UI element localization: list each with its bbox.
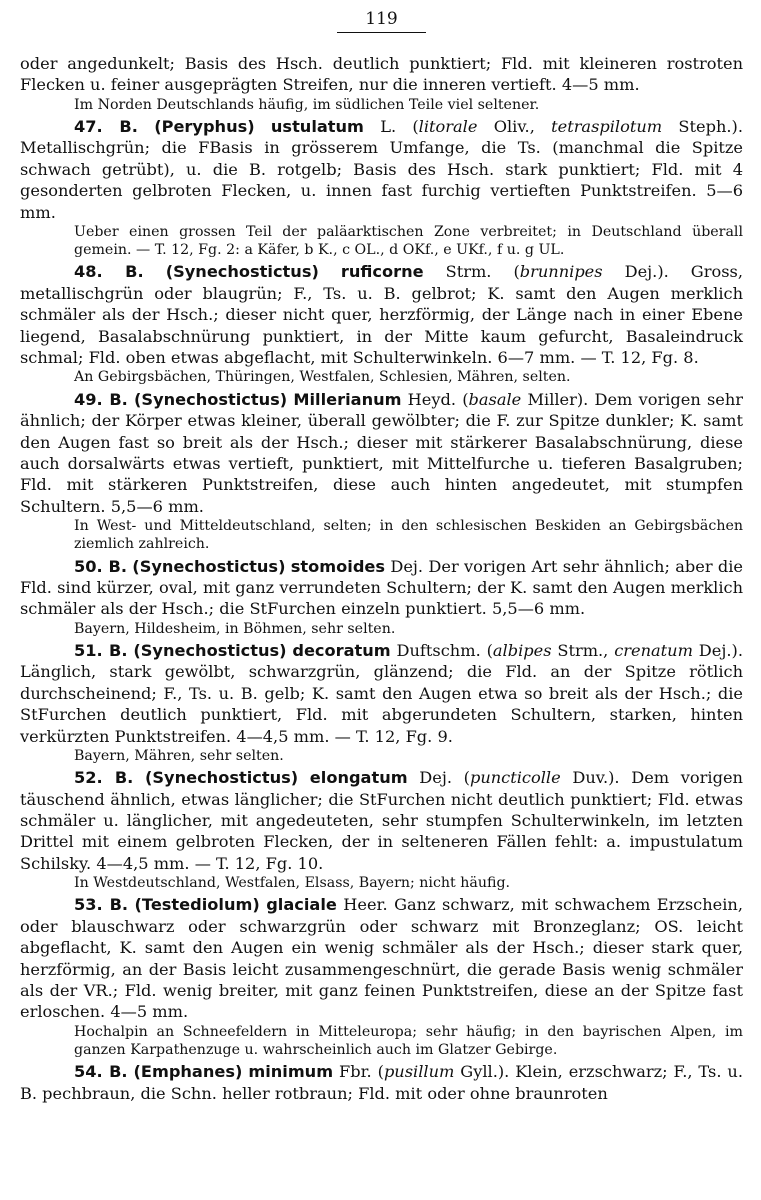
- entry: [20, 261, 743, 368]
- entry-note: An Gebirgsbächen, Thüringen, Westfalen, Schlesien, Mähren, selten.: [74, 369, 571, 386]
- entry-number: 54. B.: [74, 1062, 128, 1082]
- entry-author: Heyd. (: [401, 389, 469, 409]
- entry: [20, 767, 743, 874]
- entry-description: Dej.). Länglich, stark gewölbt, schwarzgrün, glänzend; die Fld. an der Spitze rötlich durchscheinend; F., Ts. u. B. gelb; K. samt den Augen etwa so breit als der Hsch.; die StFurchen deutlich punktiert, Fld. mit abgerundeten Schultern, starken, hinten verkürzten Punktstreifen. 4—4,5 mm. — T. 12, Fg. 9.: [20, 640, 743, 746]
- entry-synonym: puncticolle: [469, 768, 561, 788]
- entry-note: Ueber einen grossen Teil der paläarktischen Zone verbreitet; in Deutschland überall gemein. — T. 12, Fg. 2: a Käfer, b K., c OL., d OKf., e UKf., f u. g UL.: [74, 224, 743, 259]
- entry-number: 50. B.: [74, 556, 127, 576]
- entry-synonym-author: Oliv.,: [477, 117, 552, 137]
- entry-number: 53. B.: [74, 895, 129, 915]
- entry-author: Dej.: [385, 556, 424, 576]
- entry-subgenus: (Synechostictus): [133, 640, 287, 660]
- entry-species: elongatum: [309, 768, 408, 788]
- entry-synonym: pusillum: [383, 1062, 455, 1082]
- entry: [20, 894, 743, 1022]
- entry-species: glaciale: [266, 895, 337, 915]
- entry-species: stomoides: [290, 556, 386, 576]
- entry-number: 52. B.: [74, 768, 134, 788]
- entry-description: Miller). Dem vorigen sehr ähnlich; der Körper etwas kleiner, überall gewölbter; die F. zur Spitze dunkler; K. samt den Augen fast so breit als der Hsch.; dieser mit stärkerer Basalabschnürung, diese auch dorsalwärts etwas vertieft, punktiert, mit Mittelfurche u. tieferen Basalgruben; Fld. mit stärkeren Punktstreifen, diese auch hinten angedeutet, mit stumpfen Schultern. 5,5—6 mm.: [20, 389, 743, 516]
- entry-synonym: litorale: [418, 117, 478, 137]
- entry-description: Steph.). Metallischgrün; die FBasis in grösserem Umfange, die Ts. (manchmal die Spitze schwach getrübt), u. die B. rotgelb; Basis des Hsch. stark punktiert; Fld. mit 4 gesonderten gelbroten Flecken, u. innen fast furchig vertieften Punktstreifen. 5—6 mm.: [20, 117, 743, 222]
- entry-synonym: albipes: [492, 640, 552, 660]
- entry-subgenus: (Synechostictus): [165, 262, 319, 282]
- entry-author: Duftschm. (: [390, 640, 493, 660]
- entry: [20, 640, 743, 747]
- entry-species: ruficorne: [340, 262, 424, 282]
- page-number: 119: [20, 8, 743, 33]
- entry-description: Der vorigen Art sehr ähnlich; aber die Fld. sind kürzer, oval, mit ganz verrundeten Schultern; der K. samt den Augen merklich schmäler als der Hsch.; die StFurchen einzeln punktiert. 5,5—6 mm.: [20, 556, 743, 619]
- entry-author: Dej. (: [407, 768, 470, 788]
- entry-synonym: crenatum: [614, 640, 693, 660]
- entry-number: 48. B.: [74, 262, 144, 282]
- entry-author: Fbr. (: [333, 1062, 384, 1082]
- entry-species: Millerianum: [293, 389, 402, 409]
- entry-subgenus: (Synechostictus): [134, 389, 288, 409]
- entry-description: Gyll.). Klein, erzschwarz; F., Ts. u. B. pechbraun, die Schn. heller rotbraun; Fld. mit oder ohne braunroten: [20, 1062, 743, 1103]
- entry-subgenus: (Synechostictus): [132, 556, 286, 576]
- entry-note: Bayern, Mähren, sehr selten.: [74, 747, 284, 764]
- entry: [20, 556, 743, 620]
- entry: [20, 389, 743, 517]
- entry: [20, 1061, 743, 1104]
- entry-note: Bayern, Hildesheim, in Böhmen, sehr selten.: [74, 620, 396, 637]
- entry-species: decoratum: [292, 640, 391, 660]
- entry-synonym: brunnipes: [519, 262, 603, 282]
- entry-number: 47. B.: [74, 117, 138, 137]
- entry-subgenus: (Emphanes): [133, 1062, 243, 1082]
- entry-note: In West- und Mitteldeutschland, selten; in den schlesischen Beskiden an Gebirgsbächen ziemlich zahlreich.: [74, 518, 743, 553]
- entry-author: Strm. (: [423, 262, 520, 282]
- entry-author: Heer.: [336, 895, 388, 915]
- entry-species: minimum: [248, 1062, 334, 1082]
- entry-subgenus: (Peryphus): [154, 117, 255, 137]
- entry-species: ustulatum: [270, 117, 364, 137]
- entry-synonym: basale: [468, 389, 522, 409]
- entry-subgenus: (Synechostictus): [144, 768, 299, 788]
- entry: [20, 116, 743, 223]
- intro-note: Im Norden Deutschlands häufig, im südlichen Teile viel seltener.: [74, 96, 540, 113]
- entry-subgenus: (Testediolum): [134, 895, 260, 915]
- entry-synonym: tetraspilotum: [551, 117, 663, 137]
- entry-note: Hochalpin an Schneefeldern in Mitteleuropa; sehr häufig; in den bayrischen Alpen, im ganzen Karpathenzuge u. wahrscheinlich auch im Glatzer Gebirge.: [74, 1023, 743, 1059]
- entries-list: [20, 116, 743, 1104]
- entry-description: Ganz schwarz, mit schwachem Erzschein, oder blauschwarz oder schwarzgrün oder schwarz mit Bronzeglanz; OS. leicht abgeflacht, K. samt den Augen ein wenig schmäler als der Hsch.; dieser stark quer, herzförmig, an der Basis leicht zusammengeschnürt, die gerade Basis wenig schmäler als der VR.; Fld. wenig breiter, mit ganz feinen Punktstreifen, diese an der Spitze fast erloschen. 4—5 mm.: [20, 895, 744, 1022]
- entry-description: Dej.). Gross, metallischgrün oder blaugrün; F., Ts. u. B. gelbrot; K. samt den Augen merklich schmäler als der Hsch.; dieser nicht quer, herzförmig, der Länge nach in einer Ebene liegend, Basalabschnürung punktiert, in der Mitte kaum gefurcht, Basaleindruck schmal; Fld. oben etwas abgeflacht, mit Schulterwinkeln. 6—7 mm. — T. 12, Fg. 8.: [20, 262, 743, 368]
- intro-text: oder angedunkelt; Basis des Hsch. deutlich punktiert; Fld. mit kleineren rostroten Flecken u. feiner ausgeprägten Streifen, nur die inneren vertieft. 4—5 mm.: [20, 54, 743, 95]
- entry-synonym-author: Strm.,: [551, 640, 615, 660]
- entry-note: In Westdeutschland, Westfalen, Elsass, Bayern; nicht häufig.: [74, 875, 511, 892]
- entry-number: 49. B.: [74, 389, 128, 409]
- entry-author: L. (: [363, 117, 419, 137]
- entry-description: Duv.). Dem vorigen täuschend ähnlich, etwas länglicher; die StFurchen nicht deutlich punktiert; Fld. etwas schmäler u. länglicher, mit angedeuteten, sehr stumpfen Schulterwinkeln, im letzten Drittel mit einem gelbroten Flecken, der in selteneren Fällen fehlt: a. impustulatum Schilsky. 4—4,5 mm. — T. 12, Fg. 10.: [20, 768, 743, 873]
- entry-number: 51. B.: [74, 640, 128, 660]
